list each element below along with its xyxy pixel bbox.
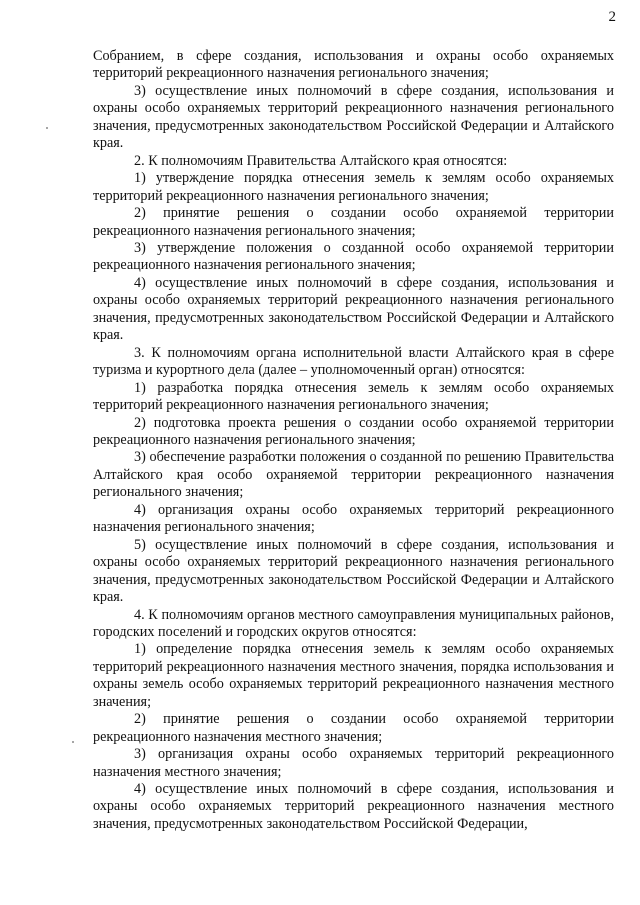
paragraph: 4) осуществление иных полномочий в сфере создания, использования и охраны особо охраняемых территорий рекреационного назначения местного значения, предусмотренных законодательством Российской Федерации, — [93, 781, 614, 832]
paragraph: 3) организация охраны особо охраняемых территорий рекреационного назначения местного значения; — [93, 746, 614, 780]
section-heading-paragraph: 4. К полномочиям органов местного самоуправления муниципальных районов, городских поселений и городских округов относятся: — [93, 606, 614, 640]
paragraph-continuation: Собранием, в сфере создания, использования и охраны особо охраняемых территорий рекреационного назначения регионального значения; — [93, 48, 614, 82]
paragraph: 1) разработка порядка отнесения земель к землям особо охраняемых территорий рекреационного назначения регионального значения; — [93, 379, 614, 414]
paragraph: 1) утверждение порядка отнесения земель к землям особо охраняемых территорий рекреационного назначения регионального значения; — [93, 170, 614, 204]
paragraph: 5) осуществление иных полномочий в сфере создания, использования и охраны особо охраняемых территорий рекреационного назначения регионального значения, предусмотренных законодательством Российской Федерации и Алтайского края. — [93, 536, 614, 606]
paragraph: 3) утверждение положения о созданной особо охраняемой территории рекреационного назначения регионального значения; — [93, 239, 614, 274]
scan-speck — [46, 127, 48, 129]
paragraph: 3) обеспечение разработки положения о созданной по решению Правительства Алтайского края особо охраняемой территории рекреационного назначения регионального значения; — [93, 449, 614, 501]
paragraph: 2) принятие решения о создании особо охраняемой территории рекреационного назначения регионального значения; — [93, 205, 614, 239]
paragraph: 2) подготовка проекта решения о создании особо охраняемой территории рекреационного назначения регионального значения; — [93, 414, 614, 448]
section-heading-paragraph: 3. К полномочиям органа исполнительной власти Алтайского края в сфере туризма и курортного дела (далее – уполномоченный орган) относятся: — [93, 344, 614, 379]
page-number: 2 — [608, 9, 616, 25]
paragraph: 2) принятие решения о создании особо охраняемой территории рекреационного назначения местного значения; — [93, 711, 614, 745]
document-body — [93, 48, 614, 833]
paragraph: 1) определение порядка отнесения земель к землям особо охраняемых территорий рекреационного назначения местного значения, порядка использования и охраны земель особо охраняемых территорий рекреационного назначения местного значения; — [93, 641, 614, 710]
section-heading-paragraph: 2. К полномочиям Правительства Алтайского края относятся: — [134, 152, 508, 169]
paragraph: 4) осуществление иных полномочий в сфере создания, использования и охраны особо охраняемых территорий рекреационного назначения регионального значения, предусмотренных законодательством Российской Федерации и Алтайского края. — [93, 274, 614, 344]
scan-speck — [72, 741, 74, 743]
paragraph: 4) организация охраны особо охраняемых территорий рекреационного назначения регионального значения; — [93, 501, 614, 536]
paragraph: 3) осуществление иных полномочий в сфере создания, использования и охраны особо охраняемых территорий рекреационного назначения регионального значения, предусмотренных законодательством Российской Федерации и Алтайского края. — [93, 82, 614, 152]
